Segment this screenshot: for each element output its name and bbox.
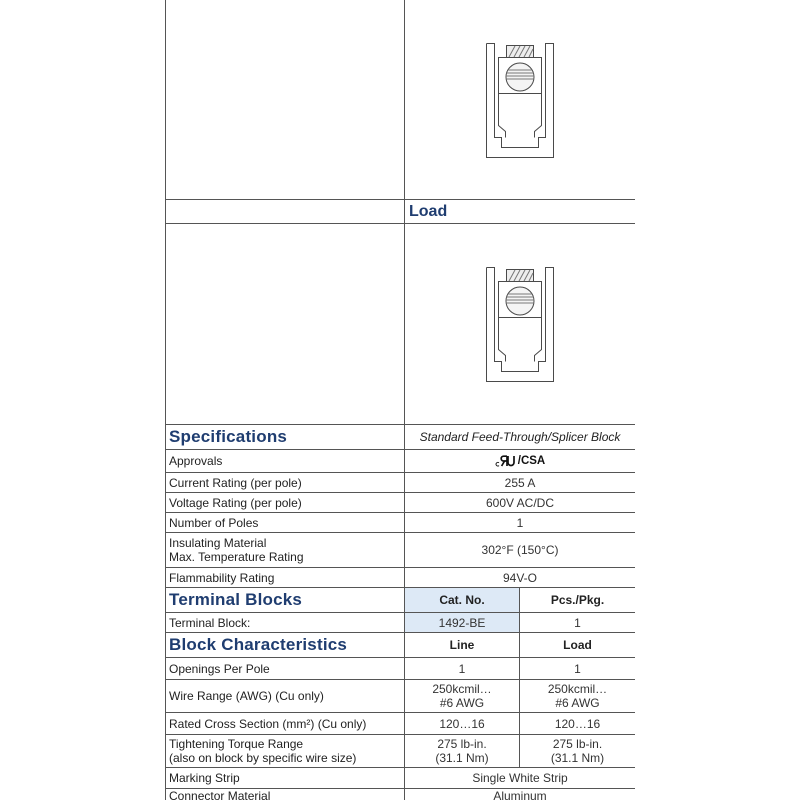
line-value bbox=[432, 682, 491, 710]
approval-value bbox=[495, 455, 545, 467]
spec-value: 1 bbox=[516, 515, 524, 530]
spec-row-flammability bbox=[165, 568, 635, 588]
empty-cell bbox=[165, 200, 405, 223]
drawing-row-load bbox=[165, 224, 635, 425]
spec-row-voltage-rating bbox=[165, 493, 635, 513]
spec-label-cell bbox=[165, 735, 405, 767]
block-characteristics-heading: Block Characteristics bbox=[169, 635, 348, 654]
line-value-cell bbox=[405, 735, 520, 767]
spec-label-cell bbox=[165, 493, 405, 512]
load-value bbox=[551, 737, 604, 765]
value-line: 275 lb-in. bbox=[552, 737, 603, 751]
spec-value: 94V-O bbox=[502, 570, 538, 585]
spec-value-cell bbox=[405, 568, 635, 587]
char-row-torque bbox=[165, 735, 635, 768]
spec-value-cell bbox=[405, 493, 635, 512]
product-description: Standard Feed-Through/Splicer Block bbox=[419, 430, 621, 444]
terminal-block-row bbox=[165, 613, 635, 633]
value-line: (31.1 Nm) bbox=[550, 751, 605, 765]
spec-label-cell bbox=[165, 658, 405, 679]
section-heading-cell bbox=[165, 633, 405, 657]
description-cell bbox=[405, 425, 635, 449]
spec-value: 302°F (150°C) bbox=[481, 543, 559, 557]
load-value-cell bbox=[520, 735, 635, 767]
value-line: #6 AWG bbox=[555, 696, 600, 710]
char-row-marking-strip bbox=[165, 768, 635, 789]
spec-value: Aluminum bbox=[493, 789, 547, 800]
spec-label-cell bbox=[165, 680, 405, 712]
spec-label: Approvals bbox=[169, 454, 223, 468]
column-header-pcs-pkg: Pcs./Pkg. bbox=[550, 593, 605, 607]
load-header-row bbox=[165, 200, 635, 224]
drawing-cell bbox=[405, 0, 635, 199]
spec-label-line: Insulating Material bbox=[169, 536, 267, 550]
empty-cell bbox=[165, 0, 405, 199]
value-line: (31.1 Nm) bbox=[435, 751, 489, 765]
spec-label: Rated Cross Section (mm²) (Cu only) bbox=[169, 716, 367, 731]
block-characteristics-header-row bbox=[165, 633, 635, 658]
char-row-cross-section bbox=[165, 713, 635, 735]
spec-label: Current Rating (per pole) bbox=[169, 475, 302, 490]
spec-label: Number of Poles bbox=[169, 515, 259, 530]
spec-label-line: (also on block by specific wire size) bbox=[169, 751, 357, 765]
spec-value-cell bbox=[405, 789, 635, 800]
spec-value-cell bbox=[405, 513, 635, 532]
empty-cell bbox=[165, 224, 405, 424]
spec-label-cell bbox=[165, 450, 405, 472]
load-value: 1 bbox=[574, 661, 581, 676]
section-heading-cell bbox=[165, 588, 405, 612]
ur-recognized-component-mark-icon bbox=[495, 455, 517, 467]
spec-label-cell bbox=[165, 713, 405, 734]
spec-value: 600V AC/DC bbox=[485, 495, 555, 510]
spec-row-insulating-material bbox=[165, 533, 635, 568]
value-line: 275 lb-in. bbox=[437, 737, 487, 751]
spec-value-cell bbox=[405, 450, 635, 472]
drawing-cell bbox=[405, 224, 635, 424]
section-heading-cell bbox=[165, 425, 405, 449]
specifications-heading: Specifications bbox=[169, 427, 288, 446]
terminal-blocks-heading: Terminal Blocks bbox=[169, 590, 303, 609]
column-header-cat-no: Cat. No. bbox=[405, 588, 520, 612]
column-header-line: Line bbox=[405, 633, 520, 657]
spec-label-cell bbox=[165, 613, 405, 632]
spec-value-cell bbox=[405, 768, 635, 788]
spec-label: Connector Material bbox=[169, 789, 271, 800]
drawing-row-line bbox=[165, 0, 635, 200]
value-line: 250kcmil… bbox=[547, 682, 608, 696]
char-row-connector-material bbox=[165, 789, 635, 800]
load-value: 120…16 bbox=[554, 716, 601, 731]
spec-value: Single White Strip bbox=[472, 771, 568, 785]
terminal-blocks-header-row bbox=[165, 588, 635, 613]
load-value bbox=[548, 682, 607, 710]
spec-label: Wire Range (AWG) (Cu only) bbox=[169, 689, 324, 703]
spec-value-cell bbox=[405, 533, 635, 567]
spec-label: Terminal Block: bbox=[169, 615, 251, 630]
pieces-per-package: 1 bbox=[574, 615, 581, 630]
spec-label bbox=[169, 536, 304, 564]
approval-text: /CSA bbox=[517, 455, 546, 467]
char-row-wire-range bbox=[165, 680, 635, 713]
terminal-block-drawing-icon bbox=[485, 265, 555, 383]
line-value-cell bbox=[405, 680, 520, 712]
line-value bbox=[435, 737, 488, 765]
spec-label-cell bbox=[165, 533, 405, 567]
specifications-header-row bbox=[165, 425, 635, 450]
char-row-openings bbox=[165, 658, 635, 680]
spec-value: 255 A bbox=[504, 475, 536, 490]
spec-row-approvals bbox=[165, 450, 635, 473]
spec-row-current-rating bbox=[165, 473, 635, 493]
spec-value-cell bbox=[405, 473, 635, 492]
spec-row-poles bbox=[165, 513, 635, 533]
spec-label-cell bbox=[165, 789, 405, 800]
spec-label: Openings Per Pole bbox=[169, 661, 270, 676]
spec-label: Flammability Rating bbox=[169, 570, 275, 585]
load-title: Load bbox=[409, 202, 448, 220]
line-value: 120…16 bbox=[405, 713, 520, 734]
spec-label-line: Max. Temperature Rating bbox=[169, 550, 304, 564]
line-value: 1 bbox=[405, 658, 520, 679]
load-value-cell bbox=[520, 680, 635, 712]
spec-label: Marking Strip bbox=[169, 771, 240, 785]
spec-label-cell bbox=[165, 568, 405, 587]
column-header-load: Load bbox=[563, 638, 592, 652]
catalog-number: 1492-BE bbox=[405, 613, 520, 632]
spec-label-line: Tightening Torque Range bbox=[169, 737, 304, 751]
spec-label-cell bbox=[165, 768, 405, 788]
spec-label-cell bbox=[165, 473, 405, 492]
value-line: 250kcmil… bbox=[432, 682, 492, 696]
spec-label-cell bbox=[165, 513, 405, 532]
value-line: #6 AWG bbox=[439, 696, 485, 710]
spec-label bbox=[169, 737, 356, 765]
spec-label: Voltage Rating (per pole) bbox=[169, 495, 302, 510]
terminal-block-drawing-icon bbox=[485, 41, 555, 159]
spec-table bbox=[165, 0, 635, 800]
